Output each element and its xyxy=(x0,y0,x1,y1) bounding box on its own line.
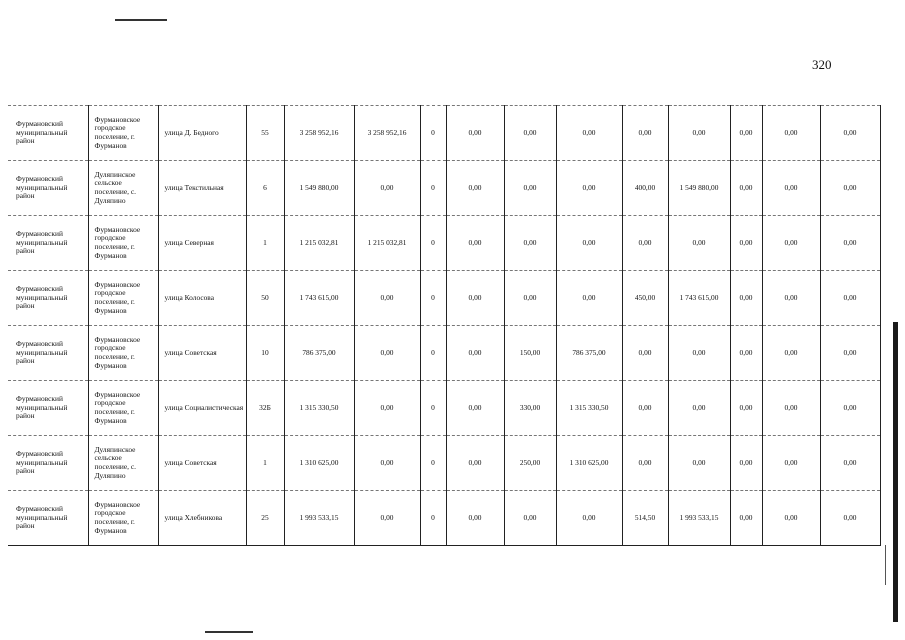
value-cell: 0,00 xyxy=(730,216,762,271)
street-cell: улица Советская xyxy=(158,436,246,491)
value-cell: 0,00 xyxy=(762,381,820,436)
cost-cell: 0,00 xyxy=(354,491,420,546)
district-cell: Фурмановский муниципальный район xyxy=(8,326,88,381)
page-number: 320 xyxy=(812,57,832,72)
street-cell: улица Д. Бедного xyxy=(158,106,246,161)
value-cell: 0,00 xyxy=(622,216,668,271)
house-cell: 1 xyxy=(246,436,284,491)
value-cell: 786 375,00 xyxy=(556,326,622,381)
table-row xyxy=(8,326,880,381)
settlement-cell: Фурмановское городское поселение, г. Фурманов xyxy=(88,271,158,326)
value-cell: 0,00 xyxy=(622,381,668,436)
house-cell: 55 xyxy=(246,106,284,161)
register-table xyxy=(8,105,881,546)
value-cell: 0,00 xyxy=(622,106,668,161)
cost-cell: 1 215 032,81 xyxy=(354,216,420,271)
cost-cell: 0,00 xyxy=(354,436,420,491)
value-cell: 0,00 xyxy=(446,326,504,381)
value-cell: 250,00 xyxy=(504,436,556,491)
count-cell: 0 xyxy=(420,106,446,161)
value-cell: 0,00 xyxy=(446,381,504,436)
value-cell: 0,00 xyxy=(820,491,880,546)
value-cell: 0,00 xyxy=(820,326,880,381)
cost-cell: 0,00 xyxy=(354,271,420,326)
table-row xyxy=(8,161,880,216)
settlement-cell: Дуляпинское сельское поселение, с. Дуляпино xyxy=(88,161,158,216)
count-cell: 0 xyxy=(420,326,446,381)
value-cell: 0,00 xyxy=(504,106,556,161)
district-cell: Фурмановский муниципальный район xyxy=(8,271,88,326)
settlement-cell: Фурмановское городское поселение, г. Фурманов xyxy=(88,326,158,381)
value-cell: 0,00 xyxy=(668,436,730,491)
value-cell: 0,00 xyxy=(762,161,820,216)
settlement-cell: Фурмановское городское поселение, г. Фурманов xyxy=(88,491,158,546)
value-cell: 0,00 xyxy=(446,161,504,216)
total-cost-cell: 1 743 615,00 xyxy=(284,271,354,326)
count-cell: 0 xyxy=(420,436,446,491)
value-cell: 0,00 xyxy=(622,326,668,381)
value-cell: 0,00 xyxy=(730,326,762,381)
count-cell: 0 xyxy=(420,161,446,216)
scan-edge-bar xyxy=(893,322,898,622)
value-cell: 0,00 xyxy=(762,216,820,271)
value-cell: 0,00 xyxy=(446,491,504,546)
value-cell: 0,00 xyxy=(730,271,762,326)
street-cell: улица Колосова xyxy=(158,271,246,326)
count-cell: 0 xyxy=(420,381,446,436)
street-cell: улица Советская xyxy=(158,326,246,381)
house-cell: 25 xyxy=(246,491,284,546)
value-cell: 0,00 xyxy=(556,161,622,216)
house-cell: 6 xyxy=(246,161,284,216)
total-cost-cell: 1 315 330,50 xyxy=(284,381,354,436)
total-cost-cell: 1 310 625,00 xyxy=(284,436,354,491)
value-cell: 0,00 xyxy=(446,271,504,326)
value-cell: 0,00 xyxy=(762,106,820,161)
value-cell: 400,00 xyxy=(622,161,668,216)
value-cell: 0,00 xyxy=(820,436,880,491)
value-cell: 150,00 xyxy=(504,326,556,381)
cost-cell: 0,00 xyxy=(354,161,420,216)
value-cell: 0,00 xyxy=(762,271,820,326)
settlement-cell: Фурмановское городское поселение, г. Фурманов xyxy=(88,381,158,436)
value-cell: 0,00 xyxy=(504,161,556,216)
table-row xyxy=(8,106,880,161)
settlement-cell: Фурмановское городское поселение, г. Фурманов xyxy=(88,106,158,161)
value-cell: 0,00 xyxy=(446,436,504,491)
district-cell: Фурмановский муниципальный район xyxy=(8,436,88,491)
district-cell: Фурмановский муниципальный район xyxy=(8,106,88,161)
street-cell: улица Текстильная xyxy=(158,161,246,216)
value-cell: 450,00 xyxy=(622,271,668,326)
house-cell: 50 xyxy=(246,271,284,326)
house-cell: 1 xyxy=(246,216,284,271)
count-cell: 0 xyxy=(420,491,446,546)
value-cell: 0,00 xyxy=(668,216,730,271)
value-cell: 0,00 xyxy=(730,436,762,491)
value-cell: 330,00 xyxy=(504,381,556,436)
value-cell: 1 743 615,00 xyxy=(668,271,730,326)
value-cell: 0,00 xyxy=(504,491,556,546)
district-cell: Фурмановский муниципальный район xyxy=(8,161,88,216)
value-cell: 0,00 xyxy=(446,106,504,161)
table-row xyxy=(8,216,880,271)
value-cell: 0,00 xyxy=(504,216,556,271)
value-cell: 0,00 xyxy=(730,381,762,436)
house-cell: 32Б xyxy=(246,381,284,436)
table-row xyxy=(8,436,880,491)
total-cost-cell: 1 549 880,00 xyxy=(284,161,354,216)
value-cell: 0,00 xyxy=(504,271,556,326)
count-cell: 0 xyxy=(420,271,446,326)
value-cell: 1 310 625,00 xyxy=(556,436,622,491)
value-cell: 0,00 xyxy=(730,491,762,546)
count-cell: 0 xyxy=(420,216,446,271)
cost-cell: 0,00 xyxy=(354,381,420,436)
value-cell: 0,00 xyxy=(556,106,622,161)
value-cell: 0,00 xyxy=(556,491,622,546)
table-row xyxy=(8,381,880,436)
value-cell: 0,00 xyxy=(556,271,622,326)
value-cell: 0,00 xyxy=(446,216,504,271)
value-cell: 0,00 xyxy=(668,381,730,436)
value-cell: 0,00 xyxy=(820,216,880,271)
value-cell: 0,00 xyxy=(730,106,762,161)
value-cell: 0,00 xyxy=(762,436,820,491)
value-cell: 0,00 xyxy=(820,106,880,161)
value-cell: 0,00 xyxy=(762,326,820,381)
street-cell: улица Социалистическая xyxy=(158,381,246,436)
value-cell: 0,00 xyxy=(730,161,762,216)
table-row xyxy=(8,271,880,326)
value-cell: 0,00 xyxy=(668,326,730,381)
total-cost-cell: 1 993 533,15 xyxy=(284,491,354,546)
value-cell: 1 315 330,50 xyxy=(556,381,622,436)
value-cell: 0,00 xyxy=(820,271,880,326)
value-cell: 1 549 880,00 xyxy=(668,161,730,216)
value-cell: 0,00 xyxy=(820,161,880,216)
value-cell: 0,00 xyxy=(556,216,622,271)
table-row xyxy=(8,491,880,546)
total-cost-cell: 1 215 032,81 xyxy=(284,216,354,271)
scan-mark-bottom xyxy=(205,631,253,633)
value-cell: 0,00 xyxy=(762,491,820,546)
scan-edge-line xyxy=(885,545,886,585)
street-cell: улица Северная xyxy=(158,216,246,271)
district-cell: Фурмановский муниципальный район xyxy=(8,216,88,271)
street-cell: улица Хлебникова xyxy=(158,491,246,546)
district-cell: Фурмановский муниципальный район xyxy=(8,491,88,546)
total-cost-cell: 3 258 952,16 xyxy=(284,106,354,161)
cost-cell: 3 258 952,16 xyxy=(354,106,420,161)
house-cell: 10 xyxy=(246,326,284,381)
settlement-cell: Фурмановское городское поселение, г. Фурманов xyxy=(88,216,158,271)
total-cost-cell: 786 375,00 xyxy=(284,326,354,381)
value-cell: 0,00 xyxy=(820,381,880,436)
cost-cell: 0,00 xyxy=(354,326,420,381)
value-cell: 0,00 xyxy=(622,436,668,491)
district-cell: Фурмановский муниципальный район xyxy=(8,381,88,436)
value-cell: 0,00 xyxy=(668,106,730,161)
settlement-cell: Дуляпинское сельское поселение, с. Дуляпино xyxy=(88,436,158,491)
value-cell: 514,50 xyxy=(622,491,668,546)
value-cell: 1 993 533,15 xyxy=(668,491,730,546)
scan-mark-top xyxy=(115,19,167,21)
